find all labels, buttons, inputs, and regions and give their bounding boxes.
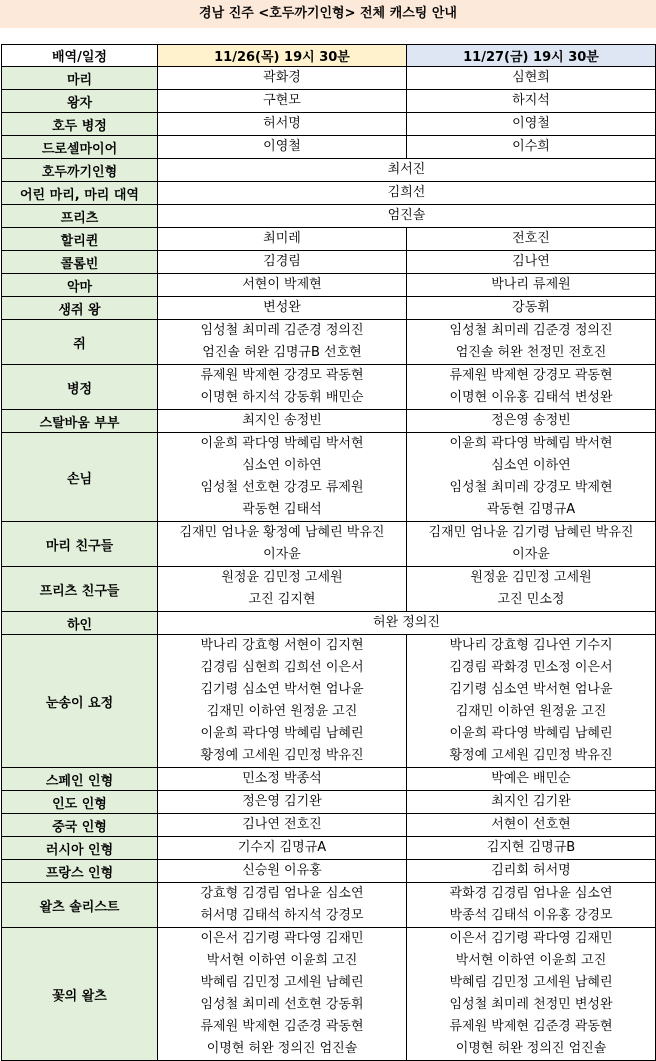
- cast-cell-date2: [407, 791, 656, 814]
- cast-names: 엄진솔: [387, 208, 426, 223]
- role-cell: 쥐: [2, 320, 158, 365]
- cast-names: 박나리 강효형 서현이 김지현: [200, 638, 364, 653]
- cast-cell-date1: [158, 567, 407, 612]
- role-cell: 인도 인형: [2, 791, 158, 814]
- cast-cell-date1: [158, 136, 407, 159]
- cast-names: 류제원 박제현 강경모 곽동현: [200, 368, 364, 383]
- cast-names: 하지석: [512, 93, 550, 108]
- cast-cell-date2: [407, 433, 656, 522]
- cast-names: 황정예 고세원 김민정 박유진: [449, 748, 613, 763]
- cast-names: 김경림: [263, 254, 301, 269]
- role-cell: 할리퀸: [2, 228, 158, 251]
- cast-cell-date1: [158, 320, 407, 365]
- cast-names: 이윤희 곽다영 박혜림 남혜린: [449, 726, 613, 741]
- table-row: [2, 814, 656, 837]
- cast-names: 김재민 이하연 원정윤 고진: [455, 704, 607, 719]
- table-row: [2, 365, 656, 410]
- cast-cell-date1: [158, 928, 407, 1061]
- cast-names: 김나연 전호진: [242, 817, 322, 832]
- role-cell: 러시아 인형: [2, 837, 158, 860]
- cast-names: 이자윤: [263, 547, 301, 562]
- cast-cell-date1: [158, 251, 407, 274]
- cast-cell-date1: [158, 365, 407, 410]
- date2-header: 11/27(금) 19시 30분: [407, 45, 656, 67]
- cast-cell-date2: [407, 90, 656, 113]
- cast-names: 황정예 고세원 김민정 박유진: [200, 748, 364, 763]
- role-schedule-header: 배역/일정: [2, 45, 158, 67]
- cast-cell-date2: [407, 320, 656, 365]
- cast-names: 임성철 최미레 김준경 정의진: [449, 323, 613, 338]
- cast-names: 최미레: [263, 231, 301, 246]
- cast-cell-date1: [158, 433, 407, 522]
- role-cell: 프랑스 인형: [2, 860, 158, 883]
- cast-names: 허서명: [263, 116, 301, 131]
- cast-names: 이영철: [512, 116, 550, 131]
- cast-names: 김지현 김명규B: [486, 840, 576, 855]
- table-row: [2, 113, 656, 136]
- role-cell: 생쥐 왕: [2, 297, 158, 320]
- cast-cell-date2: [407, 814, 656, 837]
- role-cell: 호두 병정: [2, 113, 158, 136]
- table-row: [2, 410, 656, 433]
- cast-names: 박혜림 김민정 고세원 남혜린: [200, 975, 364, 990]
- role-cell: 마리: [2, 67, 158, 90]
- cast-cell-date2: [407, 410, 656, 433]
- cast-names: 김재민 엄나윤 김기령 남혜린 박유진: [428, 525, 634, 540]
- cast-cell-date1: [158, 791, 407, 814]
- cast-names: 원정윤 김민정 고세원: [470, 570, 592, 585]
- cast-cell-both-dates: [158, 612, 656, 635]
- cast-names: 원정윤 김민정 고세원: [221, 570, 343, 585]
- role-cell: 스페인 인형: [2, 768, 158, 791]
- cast-cell-both-dates: [158, 159, 656, 182]
- cast-names: 김희선: [387, 185, 426, 200]
- role-cell: 프리츠 친구들: [2, 567, 158, 612]
- role-cell: 프리츠: [2, 205, 158, 228]
- cast-cell-date1: [158, 274, 407, 297]
- cast-names: 이명현 허완 정의진 엄진솔: [206, 1041, 358, 1056]
- table-row: [2, 522, 656, 567]
- cast-cell-date2: [407, 67, 656, 90]
- cast-cell-date2: [407, 928, 656, 1061]
- cast-cell-date2: [407, 365, 656, 410]
- cast-names: 최지인 송정빈: [242, 413, 322, 428]
- cast-names: 심현희: [512, 70, 550, 85]
- cast-cell-date1: [158, 228, 407, 251]
- cast-cell-date1: [158, 814, 407, 837]
- cast-names: 박예은 배민순: [491, 771, 571, 786]
- cast-names: 이윤희 곽다영 박혜림 박서현: [449, 436, 613, 451]
- cast-names: 이영철: [263, 139, 301, 154]
- cast-names: 류제원 박제현 강경모 곽동현: [449, 368, 613, 383]
- cast-names: 이윤희 곽다영 박혜림 남혜린: [200, 726, 364, 741]
- table-row: [2, 251, 656, 274]
- cast-names: 변성완: [263, 300, 301, 315]
- table-row: [2, 320, 656, 365]
- cast-cell-date2: [407, 860, 656, 883]
- cast-names: 임성철 최미레 선호현 강동휘: [200, 997, 364, 1012]
- table-row: [2, 90, 656, 113]
- cast-names: 엄진솔 허완 김명규B 선호현: [202, 345, 362, 360]
- role-cell: 병정: [2, 365, 158, 410]
- table-row: [2, 136, 656, 159]
- cast-names: 이자윤: [512, 547, 550, 562]
- cast-names: 박서현 이하연 이윤희 고진: [206, 953, 358, 968]
- cast-names: 최서진: [387, 162, 426, 177]
- cast-names: 고진 민소정: [497, 592, 565, 607]
- cast-names: 이명현 이유홍 김태석 변성완: [449, 390, 613, 405]
- cast-names: 이은서 김기령 곽다영 김재민: [449, 931, 613, 946]
- role-cell: 어린 마리, 마리 대역: [2, 182, 158, 205]
- cast-names: 허완 정의진: [373, 615, 440, 630]
- cast-names: 기수지 김명규A: [237, 840, 327, 855]
- cast-names: 이윤희 곽다영 박혜림 박서현: [200, 436, 364, 451]
- cast-names: 임성철 최미레 천정민 변성완: [449, 997, 613, 1012]
- cast-cell-date1: [158, 67, 407, 90]
- cast-names: 이명현 허완 정의진 엄진솔: [455, 1041, 607, 1056]
- role-cell: 중국 인형: [2, 814, 158, 837]
- role-cell: 호두까기인형: [2, 159, 158, 182]
- date1-header: 11/26(목) 19시 30분: [158, 45, 407, 67]
- table-row: [2, 883, 656, 928]
- cast-names: 박혜림 김민정 고세원 남혜린: [449, 975, 613, 990]
- cast-names: 박종석 김태석 이유홍 강경모: [449, 908, 613, 923]
- cast-names: 신승원 이유홍: [242, 863, 322, 878]
- cast-cell-date2: [407, 274, 656, 297]
- cast-names: 김재민 엄나윤 황정예 남혜린 박유진: [179, 525, 385, 540]
- cast-names: 구현모: [263, 93, 301, 108]
- cast-names: 곽화경: [263, 70, 301, 85]
- cast-names: 김경림 곽화경 민소정 이은서: [449, 660, 613, 675]
- cast-names: 김재민 이하연 원정윤 고진: [206, 704, 358, 719]
- cast-cell-date1: [158, 410, 407, 433]
- cast-cell-date2: [407, 883, 656, 928]
- cast-cell-date1: [158, 90, 407, 113]
- cast-cell-date1: [158, 635, 407, 768]
- cast-names: 곽동현 김태석: [242, 502, 322, 517]
- cast-names: 서현이 선호현: [491, 817, 571, 832]
- header-row: [2, 45, 656, 67]
- table-row: [2, 182, 656, 205]
- cast-names: 서현이 박제현: [242, 277, 322, 292]
- cast-names: 류제원 박제현 김준경 곽동현: [449, 1019, 613, 1034]
- cast-names: 전호진: [512, 231, 550, 246]
- cast-cell-date1: [158, 522, 407, 567]
- cast-names: 류제원 박제현 김준경 곽동현: [200, 1019, 364, 1034]
- role-cell: 마리 친구들: [2, 522, 158, 567]
- table-row: [2, 297, 656, 320]
- cast-names: 김리회 허서명: [491, 863, 571, 878]
- cast-names: 심소연 이하연: [491, 458, 571, 473]
- cast-cell-date2: [407, 837, 656, 860]
- cast-names: 임성철 최미레 김준경 정의진: [200, 323, 364, 338]
- role-cell: 악마: [2, 274, 158, 297]
- cast-names: 박서현 이하연 이윤희 고진: [455, 953, 607, 968]
- cast-cell-both-dates: [158, 182, 656, 205]
- role-cell: 왕자: [2, 90, 158, 113]
- cast-names: 박나리 강효형 김나연 기수지: [449, 638, 613, 653]
- table-row: [2, 837, 656, 860]
- table-row: [2, 228, 656, 251]
- cast-cell-date2: [407, 136, 656, 159]
- table-row: [2, 567, 656, 612]
- cast-cell-date1: [158, 113, 407, 136]
- role-cell: 스탈바움 부부: [2, 410, 158, 433]
- cast-names: 허서명 김태석 하지석 강경모: [200, 908, 364, 923]
- cast-names: 이은서 김기령 곽다영 김재민: [200, 931, 364, 946]
- cast-names: 김경림 심현희 김희선 이은서: [200, 660, 364, 675]
- cast-names: 임성철 최미레 강경모 박제현: [449, 480, 613, 495]
- page-title: 경남 진주 <호두까기인형> 전체 캐스팅 안내: [0, 0, 656, 28]
- cast-names: 김기령 심소연 박서현 엄나윤: [449, 682, 613, 697]
- cast-cell-date1: [158, 837, 407, 860]
- cast-cell-date1: [158, 883, 407, 928]
- cast-names: 이수희: [512, 139, 550, 154]
- cast-names: 정은영 송정빈: [491, 413, 571, 428]
- table-row: [2, 612, 656, 635]
- cast-cell-date2: [407, 251, 656, 274]
- casting-table: [1, 44, 656, 1061]
- cast-names: 박나리 류제원: [491, 277, 571, 292]
- cast-cell-date2: [407, 113, 656, 136]
- role-cell: 콜롬빈: [2, 251, 158, 274]
- cast-cell-date1: [158, 860, 407, 883]
- role-cell: 손님: [2, 433, 158, 522]
- cast-cell-date1: [158, 768, 407, 791]
- cast-cell-date2: [407, 228, 656, 251]
- cast-names: 강동휘: [512, 300, 550, 315]
- table-row: [2, 67, 656, 90]
- cast-names: 김기령 심소연 박서현 엄나윤: [200, 682, 364, 697]
- table-row: [2, 860, 656, 883]
- table-row: [2, 635, 656, 768]
- table-row: [2, 159, 656, 182]
- cast-names: 곽화경 김경림 엄나윤 심소연: [449, 886, 613, 901]
- table-row: [2, 791, 656, 814]
- role-cell: 눈송이 요정: [2, 635, 158, 768]
- role-cell: 꽃의 왈츠: [2, 928, 158, 1061]
- role-cell: 드로셀마이어: [2, 136, 158, 159]
- cast-names: 최지인 김기완: [491, 794, 571, 809]
- role-cell: 왈츠 솔리스트: [2, 883, 158, 928]
- cast-cell-date2: [407, 297, 656, 320]
- cast-cell-date2: [407, 635, 656, 768]
- table-row: [2, 274, 656, 297]
- cast-names: 이명현 하지석 강동휘 배민순: [200, 390, 364, 405]
- cast-names: 고진 김지현: [248, 592, 316, 607]
- table-row: [2, 205, 656, 228]
- cast-cell-date2: [407, 768, 656, 791]
- cast-names: 민소정 박종석: [242, 771, 322, 786]
- cast-names: 심소연 이하연: [242, 458, 322, 473]
- cast-names: 김나연: [512, 254, 550, 269]
- cast-cell-both-dates: [158, 205, 656, 228]
- cast-cell-date2: [407, 522, 656, 567]
- cast-names: 강효형 김경림 엄나윤 심소연: [200, 886, 364, 901]
- role-cell: 하인: [2, 612, 158, 635]
- table-row: [2, 768, 656, 791]
- cast-cell-date2: [407, 567, 656, 612]
- cast-names: 정은영 김기완: [242, 794, 322, 809]
- table-row: [2, 928, 656, 1061]
- cast-cell-date1: [158, 297, 407, 320]
- table-row: [2, 433, 656, 522]
- cast-names: 임성철 선호현 강경모 류제원: [200, 480, 364, 495]
- cast-names: 엄진솔 허완 천정민 전호진: [455, 345, 607, 360]
- cast-names: 곽동현 김명규A: [486, 502, 576, 517]
